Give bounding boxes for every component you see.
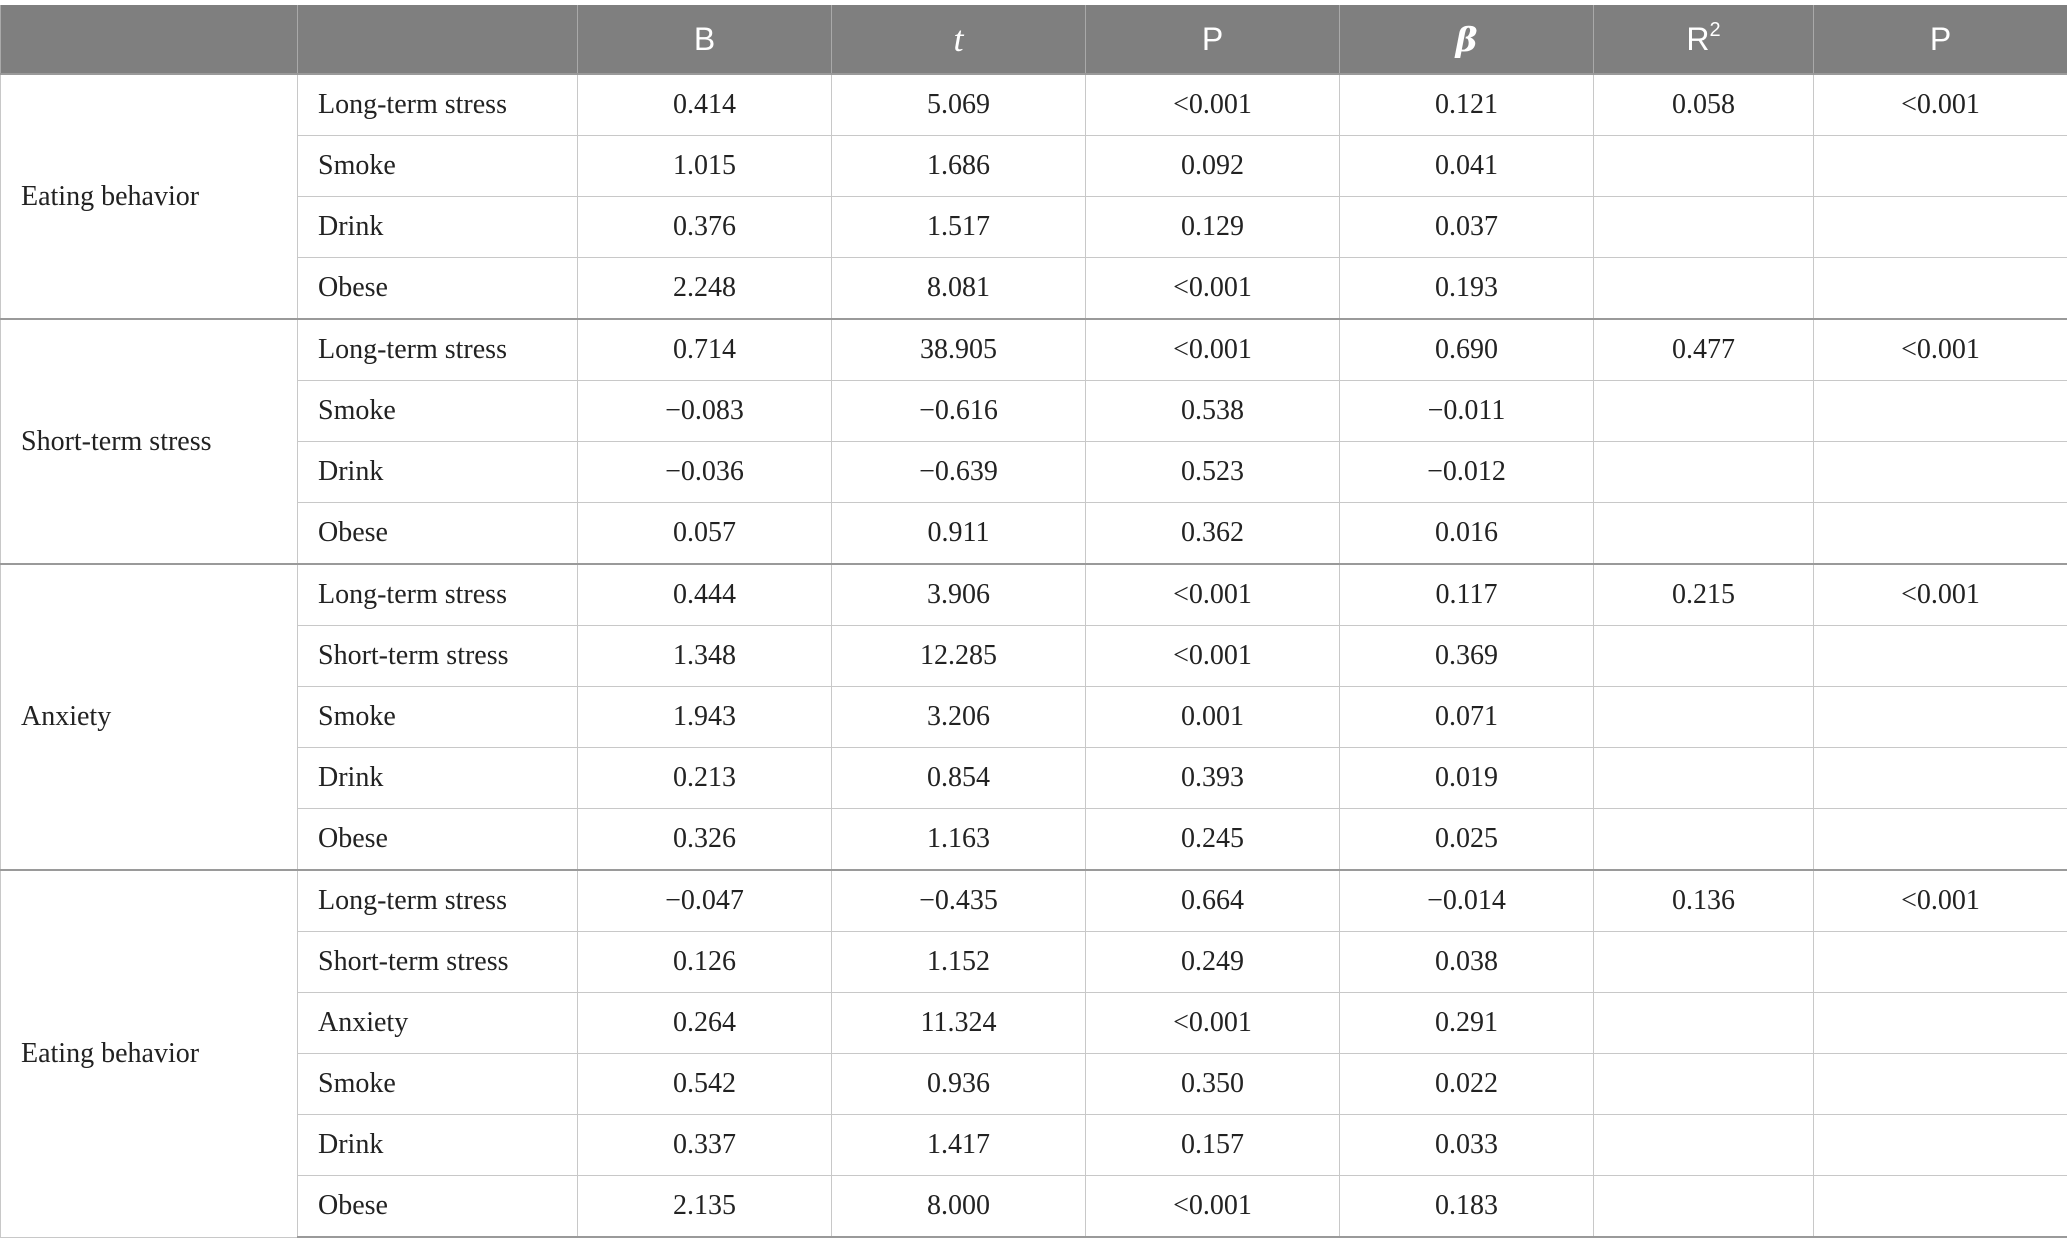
table-row <box>1 381 2067 442</box>
beta-cell: 0.690 <box>1340 319 1594 381</box>
model-p-cell: <0.001 <box>1814 564 2067 626</box>
header-outcome <box>1 5 298 74</box>
regression-table-container <box>0 5 2067 1238</box>
r2-cell <box>1594 932 1814 993</box>
beta-cell: 0.193 <box>1340 258 1594 320</box>
model-p-cell <box>1814 993 2067 1054</box>
beta-cell: 0.033 <box>1340 1115 1594 1176</box>
b-cell: 0.264 <box>578 993 832 1054</box>
table-row <box>1 442 2067 503</box>
model-p-cell <box>1814 626 2067 687</box>
predictor-cell: Obese <box>298 258 578 320</box>
p-cell: 0.350 <box>1086 1054 1340 1115</box>
predictor-cell: Long-term stress <box>298 74 578 136</box>
p-cell: 0.129 <box>1086 197 1340 258</box>
p-cell: <0.001 <box>1086 626 1340 687</box>
p-cell: 0.245 <box>1086 809 1340 871</box>
predictor-cell: Obese <box>298 503 578 565</box>
r2-cell <box>1594 748 1814 809</box>
b-cell: 0.213 <box>578 748 832 809</box>
outcome-cell: Eating behavior <box>1 74 298 319</box>
predictor-cell: Long-term stress <box>298 564 578 626</box>
b-cell: 1.943 <box>578 687 832 748</box>
t-cell: 3.206 <box>832 687 1086 748</box>
table-row <box>1 932 2067 993</box>
t-cell: 1.686 <box>832 136 1086 197</box>
t-cell: 5.069 <box>832 74 1086 136</box>
b-cell: 0.337 <box>578 1115 832 1176</box>
t-cell: 11.324 <box>832 993 1086 1054</box>
p-cell: <0.001 <box>1086 993 1340 1054</box>
predictor-cell: Drink <box>298 442 578 503</box>
table-row <box>1 1054 2067 1115</box>
table-row <box>1 687 2067 748</box>
b-cell: 0.444 <box>578 564 832 626</box>
r2-cell <box>1594 626 1814 687</box>
predictor-cell: Drink <box>298 197 578 258</box>
predictor-cell: Smoke <box>298 136 578 197</box>
predictor-cell: Obese <box>298 1176 578 1238</box>
beta-cell: 0.291 <box>1340 993 1594 1054</box>
t-cell: 1.517 <box>832 197 1086 258</box>
model-p-cell <box>1814 1054 2067 1115</box>
b-cell: −0.036 <box>578 442 832 503</box>
header-predictor <box>298 5 578 74</box>
p-cell: <0.001 <box>1086 564 1340 626</box>
t-cell: −0.435 <box>832 870 1086 932</box>
t-cell: 3.906 <box>832 564 1086 626</box>
beta-cell: 0.183 <box>1340 1176 1594 1238</box>
beta-cell: 0.041 <box>1340 136 1594 197</box>
beta-cell: 0.037 <box>1340 197 1594 258</box>
table-row <box>1 993 2067 1054</box>
header-beta: β <box>1340 5 1594 74</box>
header-t: t <box>832 5 1086 74</box>
r2-cell <box>1594 381 1814 442</box>
t-cell: 1.163 <box>832 809 1086 871</box>
r2-cell <box>1594 136 1814 197</box>
model-p-cell <box>1814 687 2067 748</box>
table-row <box>1 197 2067 258</box>
header-r2 <box>1594 5 1814 74</box>
model-p-cell: <0.001 <box>1814 74 2067 136</box>
p-cell: 0.523 <box>1086 442 1340 503</box>
predictor-cell: Smoke <box>298 687 578 748</box>
predictor-cell: Long-term stress <box>298 319 578 381</box>
model-p-cell: <0.001 <box>1814 870 2067 932</box>
beta-cell: 0.019 <box>1340 748 1594 809</box>
p-cell: 0.538 <box>1086 381 1340 442</box>
model-p-cell: <0.001 <box>1814 319 2067 381</box>
b-cell: 1.015 <box>578 136 832 197</box>
model-p-cell <box>1814 197 2067 258</box>
b-cell: 2.135 <box>578 1176 832 1238</box>
p-cell: 0.362 <box>1086 503 1340 565</box>
p-cell: <0.001 <box>1086 319 1340 381</box>
r2-cell <box>1594 197 1814 258</box>
beta-cell: −0.012 <box>1340 442 1594 503</box>
p-cell: <0.001 <box>1086 74 1340 136</box>
beta-cell: −0.014 <box>1340 870 1594 932</box>
header-b: B <box>578 5 832 74</box>
b-cell: 2.248 <box>578 258 832 320</box>
model-p-cell <box>1814 1176 2067 1238</box>
outcome-cell: Eating behavior <box>1 870 298 1237</box>
model-p-cell <box>1814 381 2067 442</box>
model-p-cell <box>1814 932 2067 993</box>
p-cell: 0.393 <box>1086 748 1340 809</box>
p-cell: 0.664 <box>1086 870 1340 932</box>
predictor-cell: Short-term stress <box>298 626 578 687</box>
p-cell: <0.001 <box>1086 258 1340 320</box>
beta-cell: 0.369 <box>1340 626 1594 687</box>
b-cell: −0.083 <box>578 381 832 442</box>
t-cell: −0.616 <box>832 381 1086 442</box>
b-cell: 0.376 <box>578 197 832 258</box>
t-cell: 1.152 <box>832 932 1086 993</box>
header-r2-superscript: 2 <box>1709 18 1721 41</box>
b-cell: 0.326 <box>578 809 832 871</box>
predictor-cell: Smoke <box>298 381 578 442</box>
predictor-cell: Anxiety <box>298 993 578 1054</box>
r2-cell <box>1594 442 1814 503</box>
header-p: P <box>1086 5 1340 74</box>
b-cell: 0.714 <box>578 319 832 381</box>
p-cell: 0.157 <box>1086 1115 1340 1176</box>
header-row <box>1 5 2067 74</box>
p-cell: 0.001 <box>1086 687 1340 748</box>
predictor-cell: Short-term stress <box>298 932 578 993</box>
header-model-p: P <box>1814 5 2067 74</box>
model-p-cell <box>1814 258 2067 320</box>
p-cell: 0.249 <box>1086 932 1340 993</box>
predictor-cell: Obese <box>298 809 578 871</box>
table-row <box>1 74 2067 136</box>
b-cell: 0.057 <box>578 503 832 565</box>
predictor-cell: Drink <box>298 1115 578 1176</box>
b-cell: 0.542 <box>578 1054 832 1115</box>
table-row <box>1 870 2067 932</box>
model-p-cell <box>1814 1115 2067 1176</box>
regression-table <box>0 5 2067 1238</box>
model-p-cell <box>1814 442 2067 503</box>
table-row <box>1 319 2067 381</box>
t-cell: 0.911 <box>832 503 1086 565</box>
table-header <box>1 5 2067 74</box>
r2-cell <box>1594 503 1814 565</box>
r2-cell <box>1594 687 1814 748</box>
outcome-cell: Anxiety <box>1 564 298 870</box>
predictor-cell: Drink <box>298 748 578 809</box>
r2-cell <box>1594 1054 1814 1115</box>
p-cell: <0.001 <box>1086 1176 1340 1238</box>
predictor-cell: Long-term stress <box>298 870 578 932</box>
r2-cell <box>1594 1115 1814 1176</box>
table-row <box>1 503 2067 565</box>
model-p-cell <box>1814 503 2067 565</box>
beta-cell: 0.022 <box>1340 1054 1594 1115</box>
beta-cell: 0.071 <box>1340 687 1594 748</box>
t-cell: 12.285 <box>832 626 1086 687</box>
model-p-cell <box>1814 136 2067 197</box>
t-cell: 8.081 <box>832 258 1086 320</box>
table-row <box>1 258 2067 320</box>
t-cell: 0.936 <box>832 1054 1086 1115</box>
beta-cell: 0.016 <box>1340 503 1594 565</box>
b-cell: 0.414 <box>578 74 832 136</box>
header-r2-label: R <box>1686 20 1710 57</box>
r2-cell <box>1594 1176 1814 1238</box>
r2-cell: 0.136 <box>1594 870 1814 932</box>
b-cell: −0.047 <box>578 870 832 932</box>
t-cell: 0.854 <box>832 748 1086 809</box>
predictor-cell: Smoke <box>298 1054 578 1115</box>
table-row <box>1 809 2067 871</box>
beta-cell: 0.121 <box>1340 74 1594 136</box>
t-cell: −0.639 <box>832 442 1086 503</box>
table-row <box>1 1115 2067 1176</box>
outcome-cell: Short-term stress <box>1 319 298 564</box>
table-body <box>1 74 2067 1237</box>
table-row <box>1 136 2067 197</box>
r2-cell <box>1594 809 1814 871</box>
b-cell: 1.348 <box>578 626 832 687</box>
table-row <box>1 626 2067 687</box>
table-row <box>1 564 2067 626</box>
b-cell: 0.126 <box>578 932 832 993</box>
table-row <box>1 748 2067 809</box>
r2-cell <box>1594 993 1814 1054</box>
beta-cell: 0.025 <box>1340 809 1594 871</box>
table-row <box>1 1176 2067 1238</box>
beta-cell: 0.117 <box>1340 564 1594 626</box>
model-p-cell <box>1814 748 2067 809</box>
t-cell: 38.905 <box>832 319 1086 381</box>
r2-cell <box>1594 258 1814 320</box>
t-cell: 8.000 <box>832 1176 1086 1238</box>
r2-cell: 0.058 <box>1594 74 1814 136</box>
beta-cell: −0.011 <box>1340 381 1594 442</box>
t-cell: 1.417 <box>832 1115 1086 1176</box>
p-cell: 0.092 <box>1086 136 1340 197</box>
r2-cell: 0.215 <box>1594 564 1814 626</box>
model-p-cell <box>1814 809 2067 871</box>
beta-cell: 0.038 <box>1340 932 1594 993</box>
r2-cell: 0.477 <box>1594 319 1814 381</box>
